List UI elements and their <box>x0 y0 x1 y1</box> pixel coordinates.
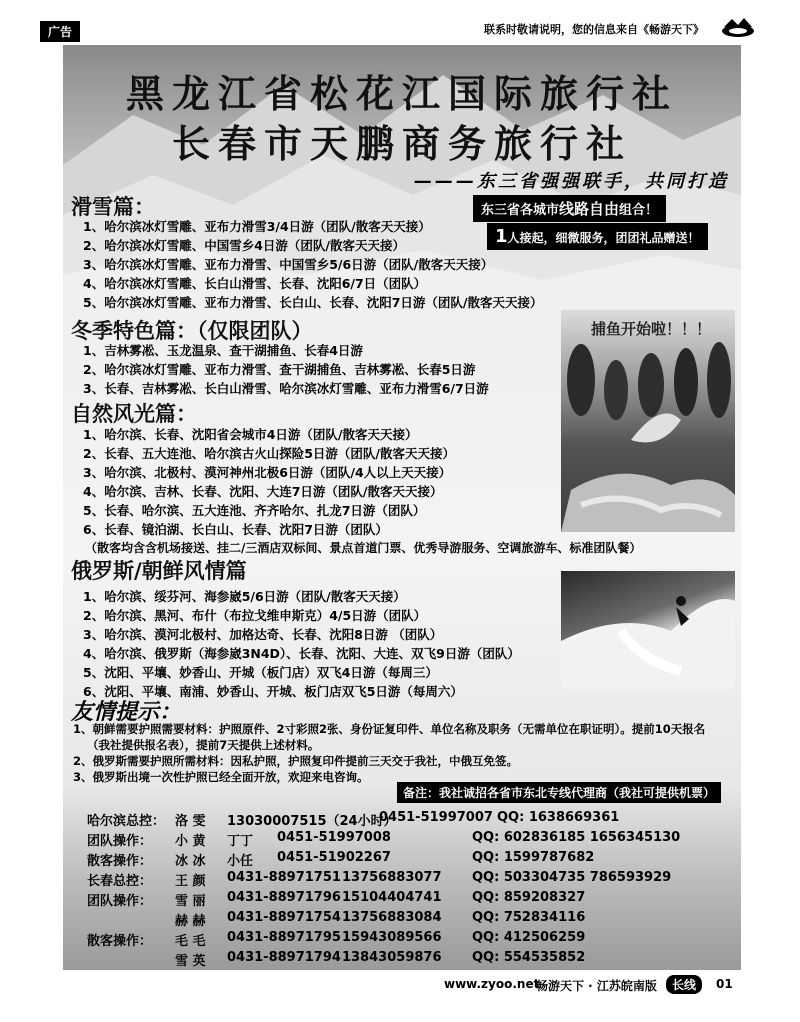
contact-phone: 13030007515（24小时） <box>227 814 397 829</box>
route-item: 2、哈尔滨、黑河、布什（布拉戈维申斯克）4/5日游（团队） <box>83 608 427 623</box>
nature-section-title: 自然风光篇： <box>71 402 197 426</box>
contact-role: 散客操作： <box>87 854 153 869</box>
promo-text: 东三省各城市 <box>481 203 560 218</box>
skier-photo <box>561 571 735 689</box>
tips-block <box>73 721 737 785</box>
contact-phone: 0431-88971754 <box>227 910 341 925</box>
tip-line: （我社提供报名表），提前7天提供上述材料。 <box>87 738 320 752</box>
promo-highlight: 线路自由 <box>559 200 620 218</box>
agent-remark: 备注：我社诚招各省市东北专线代理商（我社可提供机票） <box>397 782 721 803</box>
contact-phone: 丁丁 <box>227 834 254 849</box>
contact-qq: QQ: 1599787682 <box>472 850 595 865</box>
contact-qq: QQ: 859208327 <box>472 890 586 905</box>
magazine-logo-icon <box>718 17 758 41</box>
contact-name: 赫 赫 <box>175 914 206 929</box>
russia-section-title: 俄罗斯/朝鲜风情篇 <box>71 559 247 583</box>
section-tag: 长线 <box>666 975 702 994</box>
footer-url[interactable]: www.zyoo.net <box>444 977 540 991</box>
contact-qq: QQ: 752834116 <box>472 910 586 925</box>
contact-qq: QQ: 1638669361 <box>497 810 620 825</box>
route-item: 6、长春、镜泊湖、长白山、长春、沈阳7日游（团队） <box>83 522 388 537</box>
contact-phone: 0451-51997007 <box>379 810 493 825</box>
route-item: 4、哈尔滨冰灯雪雕、长白山滑雪、长春、沈阳6/7日（团队） <box>83 276 427 291</box>
top-bar <box>40 17 762 43</box>
route-item: 5、长春、哈尔滨、五大连池、齐齐哈尔、扎龙7日游（团队） <box>83 503 426 518</box>
contact-phone: 0431-88971794 <box>227 950 341 965</box>
contact-qq: QQ: 503304735 786593929 <box>472 870 672 885</box>
footer-publication: 畅游天下 · 江苏皖南版 <box>536 979 657 993</box>
ad-label: 广告 <box>40 21 80 42</box>
tip-line: 3、俄罗斯出境一次性护照已经全面开放，欢迎来电咨询。 <box>73 770 369 784</box>
contact-phone: 13756883077 <box>342 870 442 885</box>
route-item: 3、哈尔滨、漠河北极村、加格达奇、长春、沈阳8日游 （团队） <box>83 627 443 642</box>
nature-note: （散客均含含机场接送、挂二/三酒店双标间、景点首道门票、优秀导游服务、空调旅游车、标准团队餐） <box>85 541 642 555</box>
slogan: ———东三省强强联手，共同打造 <box>414 171 729 192</box>
promo-highlight: 1 <box>495 226 508 247</box>
nature-route-list <box>83 425 455 539</box>
header-notice: 联系时敬请说明，您的信息来自《畅游天下》 <box>484 23 704 36</box>
route-item: 2、哈尔滨冰灯雪雕、中国雪乡4日游（团队/散客天天接） <box>83 238 405 253</box>
route-item: 6、沈阳、平壤、南浦、妙香山、开城、板门店双飞5日游（每周六） <box>83 684 463 699</box>
route-item: 1、哈尔滨、绥芬河、海参崴5/6日游（团队/散客天天接） <box>83 589 406 604</box>
route-item: 3、哈尔滨、北极村、漠河神州北极6日游（团队/4人以上天天接） <box>83 465 452 480</box>
contact-role: 散客操作： <box>87 934 153 949</box>
contact-phone: 0431-88971751 <box>227 870 341 885</box>
contact-qq: QQ: 412506259 <box>472 930 586 945</box>
contact-qq: QQ: 554535852 <box>472 950 586 965</box>
russia-route-list <box>83 587 520 701</box>
route-item: 2、长春、五大连池、哈尔滨古火山探险5日游（团队/散客天天接） <box>83 446 455 461</box>
contact-phone: 小任 <box>227 854 254 869</box>
contact-qq: QQ: 602836185 1656345130 <box>472 830 681 845</box>
route-item: 4、哈尔滨、俄罗斯（海参崴3N4D）、长春、沈阳、大连、双飞9日游（团队） <box>83 646 520 661</box>
route-item: 1、哈尔滨冰灯雪雕、亚布力滑雪3/4日游（团队/散客天天接） <box>83 219 431 234</box>
route-item: 4、哈尔滨、吉林、长春、沈阳、大连7日游（团队/散客天天接） <box>83 484 443 499</box>
winter-section-title: 冬季特色篇：（仅限团队） <box>71 319 313 343</box>
contact-name: 冰 冰 <box>175 854 206 869</box>
promo-text: 组合！ <box>619 203 659 218</box>
contact-phone: 0431-88971796 <box>227 890 341 905</box>
photo-caption: 捕鱼开始啦！！！ <box>591 320 712 338</box>
promo-text: 人接起，细微服务，团团礼品赠送！ <box>507 231 700 245</box>
page-number: 01 <box>716 977 733 991</box>
route-item: 1、哈尔滨、长春、沈阳省会城市4日游（团队/散客天天接） <box>83 427 418 442</box>
contact-phone: 13843059876 <box>342 950 442 965</box>
route-item: 3、哈尔滨冰灯雪雕、亚布力滑雪、中国雪乡5/6日游（团队/散客天天接） <box>83 257 494 272</box>
contact-role: 哈尔滨总控： <box>87 814 166 829</box>
ice-fishing-figures-icon <box>561 310 735 532</box>
ski-route-list <box>83 217 542 312</box>
contact-name: 雪 丽 <box>175 894 206 909</box>
contact-phone: 15943089566 <box>342 930 442 945</box>
winter-route-list <box>83 341 489 398</box>
contact-name: 王 颜 <box>175 874 206 889</box>
contact-name: 毛 毛 <box>175 934 206 949</box>
tips-title: 友情提示： <box>71 700 182 725</box>
tip-line: 2、俄罗斯需要护照所需材料：因私护照，护照复印件提前三天交于我社，中俄互免签。 <box>73 754 518 768</box>
ice-fishing-photo <box>561 310 735 532</box>
agency-title-2: 长春市天鹏商务旅行社 <box>171 121 632 166</box>
route-item: 3、长春、吉林雾凇、长白山滑雪、哈尔滨冰灯雪雕、亚布力滑雪6/7日游 <box>83 381 489 396</box>
tip-line: 1、朝鲜需要护照需要材料：护照原件、2寸彩照2张、身份证复印件、单位名称及职务（无需单位在职证明）。提前10天报名 <box>73 722 706 736</box>
contact-name: 小 黄 <box>175 834 206 849</box>
page-footer <box>420 974 762 994</box>
route-item: 2、哈尔滨冰灯雪雕、亚布力滑雪、查干湖捕鱼、吉林雾凇、长春5日游 <box>83 362 476 377</box>
contact-phone: 0431-88971795 <box>227 930 341 945</box>
agency-title-1: 黑龙江省松花江国际旅行社 <box>125 71 678 116</box>
contact-role: 团队操作： <box>87 834 153 849</box>
route-item: 5、沈阳、平壤、妙香山、开城（板门店）双飞4日游（每周三） <box>83 665 438 680</box>
route-item: 5、哈尔滨冰灯雪雕、亚布力滑雪、长白山、长春、沈阳7日游（团队/散客天天接） <box>83 295 543 310</box>
skier-figure-icon <box>561 571 735 689</box>
contact-phone: 13756883084 <box>342 910 442 925</box>
contact-role: 长春总控： <box>87 874 153 889</box>
contact-name: 雪 英 <box>175 954 206 969</box>
ski-section-title: 滑雪篇： <box>71 195 155 219</box>
contact-role: 团队操作： <box>87 894 153 909</box>
route-item: 1、吉林雾凇、玉龙温泉、查干湖捕鱼、长春4日游 <box>83 343 363 358</box>
contact-phone: 15104404741 <box>342 890 442 905</box>
contact-phone: 0451-51902267 <box>277 850 391 865</box>
contact-name: 洛 雯 <box>175 814 206 829</box>
contact-phone: 0451-51997008 <box>277 830 391 845</box>
ad-panel <box>63 45 741 970</box>
